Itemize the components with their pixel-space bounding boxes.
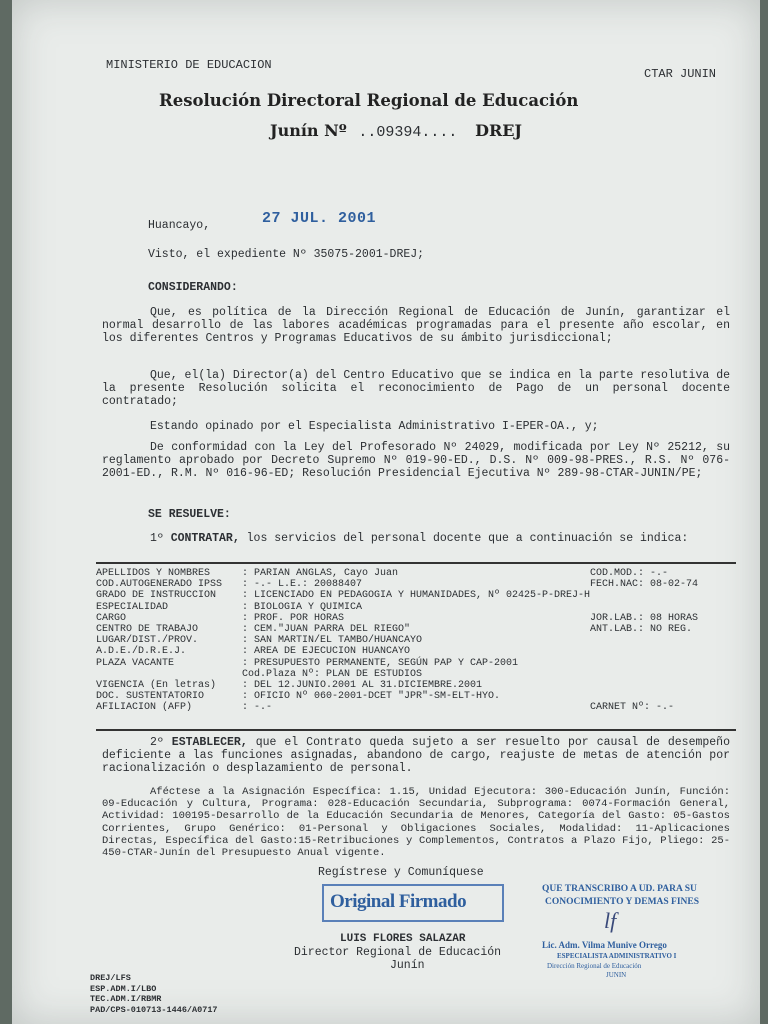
certifier-office: Dirección Regional de Educación xyxy=(547,962,642,970)
footer-ref: DREJ/LFS xyxy=(90,973,131,983)
resolution-number-line xyxy=(270,121,522,141)
considerando-heading: CONSIDERANDO: xyxy=(148,281,238,294)
table-bottom-rule xyxy=(96,729,736,731)
table-row: GRADO DE INSTRUCCION : LICENCIADO EN PEDAGOGIA Y HUMANIDADES, Nº 02425-P-DREJ-H xyxy=(96,590,591,602)
considerando-paragraph-4: De conformidad con la Ley del Profesorado Nº 24029, modificada por Ley Nº 25212, su reglamento aprobado por Decreto Supremo Nº 019-90-ED., D.S. Nº 009-98-PRES., R.S. Nº 076-2001-ED., R.M. Nº 016-96-ED; Resolución Presidencial Ejecutiva Nº 289-98-CTAR-JUNIN/PE; xyxy=(102,441,730,480)
signer-place: Junín xyxy=(390,959,425,972)
personal-data-table xyxy=(96,568,736,713)
article-2 xyxy=(102,736,730,775)
table-row: LUGAR/DIST./PROV. : SAN MARTIN/EL TAMBO/HUANCAYO xyxy=(96,635,423,647)
certifier-role: ESPECIALISTA ADMINISTRATIVO I xyxy=(557,952,677,960)
handwritten-initials: lf xyxy=(604,908,617,933)
article-1-number: 1º xyxy=(150,532,164,545)
number-prefix: Junín Nº xyxy=(270,121,347,140)
signer-role: Director Regional de Educación xyxy=(294,946,502,959)
resolution-number: ..09394.... xyxy=(358,124,458,141)
original-firmado-stamp xyxy=(322,884,504,922)
closing-line: Regístrese y Comuníquese xyxy=(318,866,484,879)
article-2-number: 2º xyxy=(150,736,164,749)
table-row: APELLIDOS Y NOMBRES : PARIAN ANGLAS, Cayo Juan COD.MOD.: -.- xyxy=(96,568,669,579)
visto-line: Visto, el expediente Nº 35075-2001-DREJ; xyxy=(148,248,425,261)
certifier-name: Lic. Adm. Vilma Munive Orrego xyxy=(542,940,667,950)
table-row: CARGO : PROF. POR HORAS JOR.LAB.: 08 HORAS xyxy=(96,612,699,624)
article-1-text: los servicios del personal docente que a continuación se indica: xyxy=(246,532,689,545)
table-row: DOC. SUSTENTATORIO : OFICIO Nº 060-2001-DCET "JPR"-SM-ELT-HYO. xyxy=(96,691,501,703)
article-2-text: que el Contrato queda sujeto a ser resuelto por causal de desempeño deficiente a las funciones asignadas, abandono de cargo, reajuste de metas de atención por racionalización o desplazamiento de personal. xyxy=(102,736,730,775)
original-firmado-text: Original Firmado xyxy=(330,891,467,912)
number-suffix: DREJ xyxy=(475,121,522,140)
table-top-rule xyxy=(96,562,736,564)
considerando-paragraph-3: Estando opinado por el Especialista Administrativo I-EPER-OA., y; xyxy=(150,420,599,433)
transcribe-stamp-line-1: QUE TRANSCRIBO A UD. PARA SU xyxy=(542,884,697,894)
table-row: Cod.Plaza Nº: PLAN DE ESTUDIOS xyxy=(242,668,423,680)
date-stamp: 27 JUL. 2001 xyxy=(262,210,377,227)
document-title: Resolución Directoral Regional de Educación xyxy=(159,91,579,110)
signer-name: LUIS FLORES SALAZAR xyxy=(340,933,466,945)
article-1 xyxy=(102,532,730,545)
place-label: Huancayo, xyxy=(148,219,211,232)
footer-ref: TEC.ADM.I/RBMR xyxy=(90,994,162,1004)
table-row: ESPECIALIDAD : BIOLOGIA Y QUIMICA xyxy=(96,601,363,613)
table-row: COD.AUTOGENERADO IPSS : -.- L.E.: 20088407 FECH.NAC: 08-02-74 xyxy=(96,579,699,591)
considerando-paragraph-2: Que, el(la) Director(a) del Centro Educativo que se indica en la parte resolutiva de la presente Resolución solicita el reconocimiento de Pago de un personal docente contratado; xyxy=(102,369,730,408)
certifier-place: JUNIN xyxy=(606,971,627,979)
table-row: PLAZA VACANTE : PRESUPUESTO PERMANENTE, SEGÚN PAP Y CAP-2001 xyxy=(96,657,519,669)
footer-ref: ESP.ADM.I/LBO xyxy=(90,983,157,994)
document-page xyxy=(12,0,760,1024)
ministry-label: MINISTERIO DE EDUCACION xyxy=(106,58,272,72)
office-label: CTAR JUNIN xyxy=(644,67,717,81)
article-1-keyword: CONTRATAR, xyxy=(170,532,240,545)
considerando-paragraph-1: Que, es política de la Dirección Regional de Educación de Junín, garantizar el normal desarrollo de las labores académicas programadas para el presente año escolar, en los diferentes Centros y Programas Educativos de su ámbito jurisdiccional; xyxy=(102,306,730,345)
transcribe-stamp-line-2: CONOCIMIENTO Y DEMAS FINES xyxy=(545,897,700,907)
table-row: CENTRO DE TRABAJO : CEM."JUAN PARRA DEL RIEGO" ANT.LAB.: NO REG. xyxy=(96,623,693,635)
table-row: A.D.E./D.R.E.J. : AREA DE EJECUCION HUANCAYO xyxy=(96,646,411,658)
table-row: VIGENCIA (En letras) : DEL 12.JUNIO.2001 AL 31.DICIEMBRE.2001 xyxy=(96,679,483,691)
budget-paragraph: Aféctese a la Asignación Específica: 1.15, Unidad Ejecutora: 300-Educación Junín, Función: 09-Educación y Cultura, Programa: 028-Educación Secundaria, Subprograma: 0074-Formación General, Actividad: 100195-Desarrollo de la Educación Secundaria de Menores, Categoría del Gasto: 05-Gastos Corrientes, Grupo Genérico: 01-Personal y Obligaciones Sociales, Modalidad: 11-Aplicaciones Directas, Específica del Gasto:15-Retribuciones y Complementos, Contratos a Plazo Fijo, Pliego: 25-450-CTAR-Junín del Presupuesto Anual vigente. xyxy=(102,786,730,860)
footer-ref: PAD/CPS-010713-1446/A0717 xyxy=(90,1004,218,1015)
article-2-keyword: ESTABLECER, xyxy=(171,736,248,749)
footer-references xyxy=(90,973,218,1015)
table-row: AFILIACION (AFP) : -.- CARNET Nº: -.- xyxy=(96,702,675,714)
se-resuelve-heading: SE RESUELVE: xyxy=(148,508,231,521)
